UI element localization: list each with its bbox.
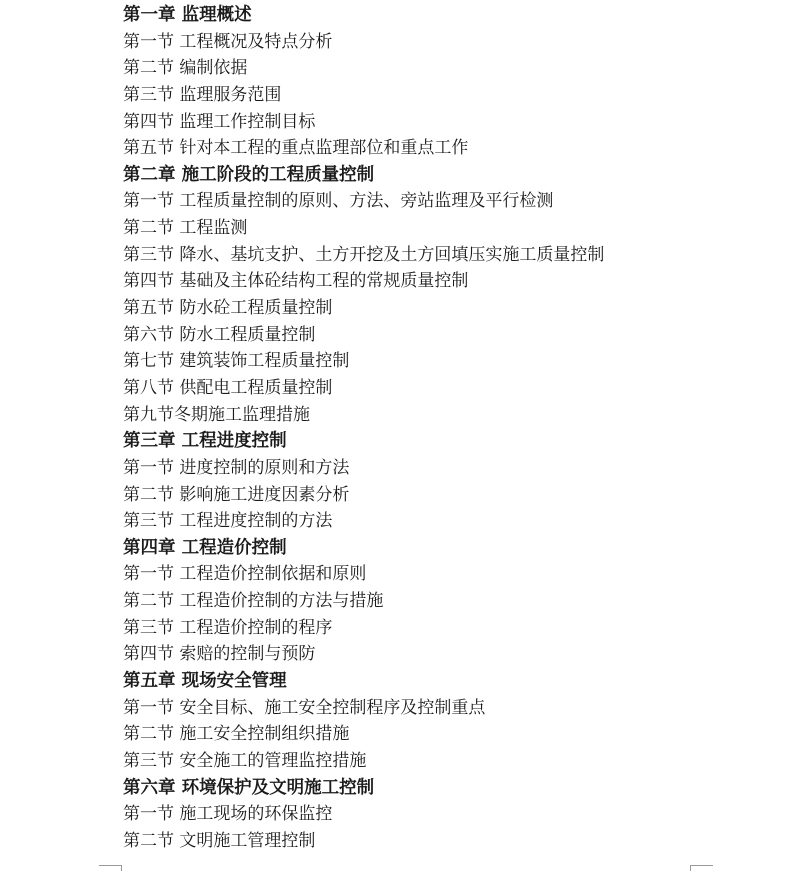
chapter-heading: 第六章 环境保护及文明施工控制 [123, 777, 375, 798]
section-entry: 第四节 基础及主体砼结构工程的常规质量控制 [123, 271, 469, 292]
section-entry: 第五节 防水砼工程质量控制 [123, 298, 333, 319]
chapter-heading: 第三章 工程进度控制 [123, 431, 287, 452]
section-entry: 第三节 工程造价控制的程序 [123, 617, 333, 638]
section-entry: 第二节 编制依据 [123, 58, 248, 79]
section-entry: 第一节 工程概况及特点分析 [123, 31, 333, 52]
page-corner-mark-left [99, 865, 122, 871]
section-entry: 第六节 防水工程质量控制 [123, 324, 316, 345]
section-entry: 第一节 工程造价控制依据和原则 [123, 564, 367, 585]
page-corner-mark-right [690, 865, 713, 871]
section-entry: 第三节 工程进度控制的方法 [123, 511, 333, 532]
chapter-heading: 第二章 施工阶段的工程质量控制 [123, 164, 375, 185]
section-entry: 第五节 针对本工程的重点监理部位和重点工作 [123, 138, 469, 159]
section-entry: 第二节 文明施工管理控制 [123, 830, 316, 851]
section-entry: 第二节 工程监测 [123, 218, 248, 239]
section-entry: 第四节 索赔的控制与预防 [123, 644, 316, 665]
section-entry: 第三节 安全施工的管理监控措施 [123, 750, 367, 771]
chapter-heading: 第四章 工程造价控制 [123, 537, 287, 558]
section-entry: 第八节 供配电工程质量控制 [123, 377, 333, 398]
section-entry: 第一节 施工现场的环保监控 [123, 804, 333, 825]
section-entry: 第二节 影响施工进度因素分析 [123, 484, 350, 505]
section-entry: 第七节 建筑装饰工程质量控制 [123, 351, 350, 372]
section-entry: 第九节冬期施工监理措施 [123, 404, 310, 425]
section-entry: 第一节 进度控制的原则和方法 [123, 457, 350, 478]
section-entry: 第一节 工程质量控制的原则、方法、旁站监理及平行检测 [123, 191, 554, 212]
table-of-contents [123, 2, 604, 855]
section-entry: 第三节 降水、基坑支护、土方开挖及土方回填压实施工质量控制 [123, 244, 605, 265]
section-entry: 第三节 监理服务范围 [123, 84, 282, 105]
section-entry: 第二节 工程造价控制的方法与措施 [123, 591, 384, 612]
section-entry: 第四节 监理工作控制目标 [123, 111, 316, 132]
section-entry: 第二节 施工安全控制组织措施 [123, 724, 350, 745]
chapter-heading: 第一章 监理概述 [123, 5, 252, 25]
section-entry: 第一节 安全目标、施工安全控制程序及控制重点 [123, 697, 486, 718]
chapter-heading: 第五章 现场安全管理 [123, 671, 287, 692]
